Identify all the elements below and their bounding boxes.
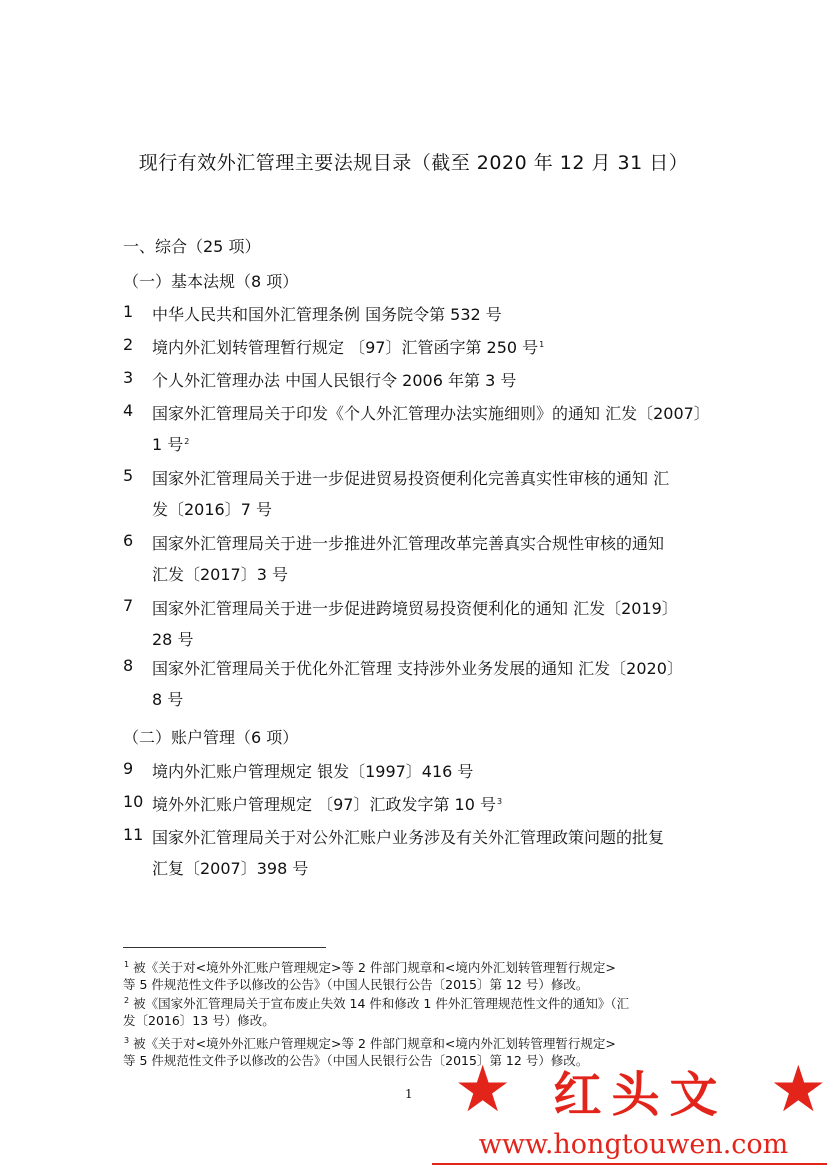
item-text: 发〔2016〕7 号 — [152, 500, 272, 519]
item-text: 1 号 — [152, 435, 184, 454]
item-text: 境内外汇账户管理规定 银发〔1997〕416 号 — [152, 762, 474, 781]
item-text: 境外外汇账户管理规定 〔97〕汇政发字第 10 号 — [152, 795, 496, 814]
item-text: 国家外汇管理局关于印发《个人外汇管理办法实施细则》的通知 汇发〔2007〕 — [152, 404, 710, 423]
section-heading-general: 一、综合（25 项） — [123, 237, 261, 256]
item-text: 中华人民共和国外汇管理条例 国务院令第 532 号 — [152, 305, 502, 324]
page-number: 1 — [405, 1087, 413, 1101]
footnote-text: 等 5 件规范性文件予以修改的公告》（中国人民银行公告〔2015〕第 12 号）修改。 — [123, 977, 589, 993]
item-number: 3 — [123, 368, 134, 387]
item-text: 境内外汇划转管理暂行规定 〔97〕汇管函字第 250 号 — [152, 338, 539, 357]
footnote-text: 等 5 件规范性文件予以修改的公告》（中国人民银行公告〔2015〕第 12 号）修改。 — [123, 1053, 589, 1069]
footnote-text: 发〔2016〕13 号）修改。 — [123, 1013, 275, 1029]
footnote-ref: 2 — [184, 436, 190, 446]
footnote-text: 被《关于对<境外外汇账户管理规定>等 2 件部门规章和<境内外汇划转管理暂行规定> — [133, 1036, 616, 1052]
item-text: 个人外汇管理办法 中国人民银行令 2006 年第 3 号 — [152, 371, 517, 390]
item-number: 8 — [123, 656, 134, 675]
footnote-text: 被《国家外汇管理局关于宣布废止失效 14 件和修改 1 件外汇管理规范性文件的通知》（汇 — [133, 996, 630, 1012]
item-text: 28 号 — [152, 630, 194, 649]
footnote-ref: 3 — [496, 796, 503, 806]
item-number: 9 — [123, 759, 134, 778]
footnote-text: 被《关于对<境外外汇账户管理规定>等 2 件部门规章和<境内外汇划转管理暂行规定> — [133, 960, 616, 976]
footnote — [123, 992, 713, 1029]
footnote-mark: 1 — [124, 960, 130, 969]
item-number: 10 — [123, 792, 144, 811]
item-text: 汇复〔2007〕398 号 — [152, 859, 309, 878]
item-number: 5 — [123, 466, 134, 485]
item-text: 国家外汇管理局关于优化外汇管理 支持涉外业务发展的通知 汇发〔2020〕 — [152, 659, 683, 678]
footnote-mark: 3 — [124, 1036, 130, 1045]
footnote-separator — [123, 947, 326, 948]
item-number: 1 — [123, 302, 134, 321]
subsection-heading-basic-regulations: （一）基本法规（8 项） — [123, 272, 299, 291]
item-text: 国家外汇管理局关于进一步促进跨境贸易投资便利化的通知 汇发〔2019〕 — [152, 599, 678, 618]
watermark-url: www.hongtouwen.com — [478, 1129, 789, 1160]
item-text: 国家外汇管理局关于对公外汇账户业务涉及有关外汇管理政策问题的批复 — [152, 828, 665, 847]
item-number: 6 — [123, 531, 134, 550]
subsection-heading-account-management: （二）账户管理（6 项） — [123, 728, 299, 747]
watermark-banner — [454, 1050, 827, 1130]
star-icon: ★ — [454, 1053, 512, 1127]
watermark-underline — [432, 1163, 827, 1165]
item-number: 2 — [123, 335, 134, 354]
footnote — [123, 956, 713, 993]
watermark-text: 红头文 — [553, 1066, 728, 1123]
item-number: 4 — [123, 401, 134, 420]
document-title: 现行有效外汇管理主要法规目录（截至 2020 年 12 月 31 日） — [138, 152, 689, 174]
footnote-mark: 2 — [124, 996, 130, 1005]
star-icon: ★ — [769, 1053, 827, 1127]
item-text: 国家外汇管理局关于进一步促进贸易投资便利化完善真实性审核的通知 汇 — [152, 469, 670, 488]
footnote-ref: 1 — [539, 339, 545, 349]
item-text: 8 号 — [152, 690, 184, 709]
item-number: 7 — [123, 596, 134, 615]
item-text: 国家外汇管理局关于进一步推进外汇管理改革完善真实合规性审核的通知 — [152, 534, 665, 553]
item-text: 汇发〔2017〕3 号 — [152, 565, 288, 584]
item-number: 11 — [123, 825, 144, 844]
